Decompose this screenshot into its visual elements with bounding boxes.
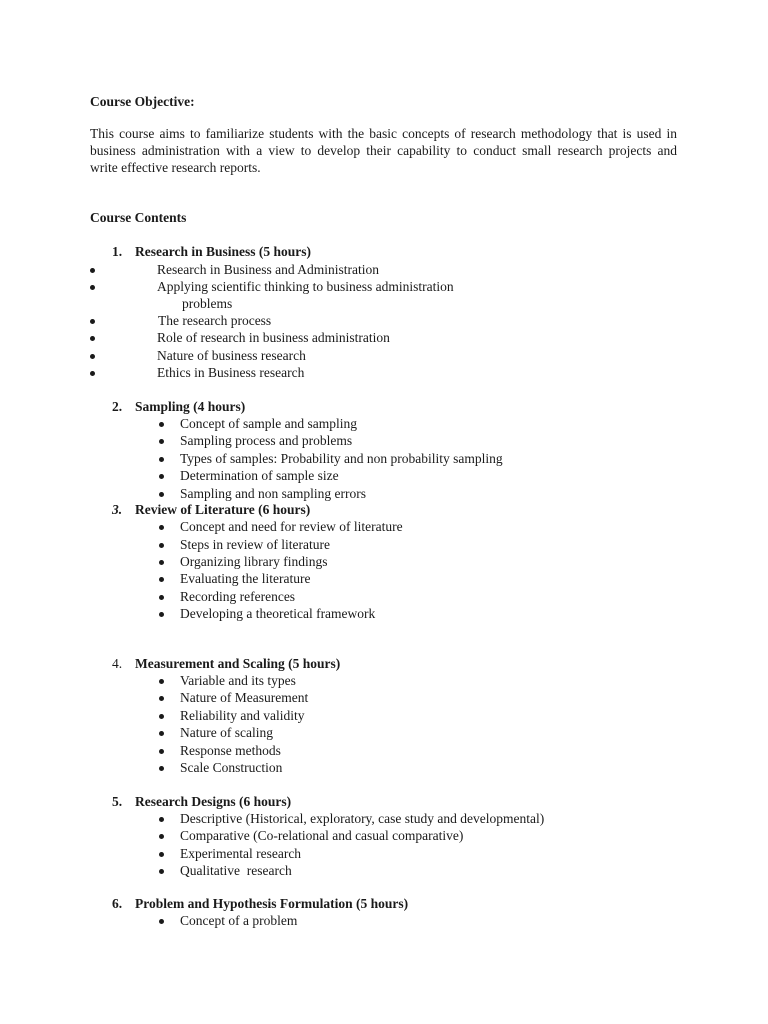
list-item: Developing a theoretical framework: [180, 606, 376, 621]
bullet-icon: [159, 679, 164, 684]
bullet-icon: [159, 852, 164, 857]
bullet-icon: [159, 612, 164, 617]
list-item: Experimental research: [180, 846, 302, 861]
bullet-icon: [159, 457, 164, 462]
bullet-icon: [90, 285, 95, 290]
list-item: Reliability and validity: [180, 708, 305, 723]
list-item: Organizing library findings: [180, 554, 328, 569]
list-item: Evaluating the literature: [180, 571, 311, 586]
list-item: Role of research in business administration: [157, 330, 390, 345]
bullet-icon: [159, 731, 164, 736]
bullet-icon: [159, 543, 164, 548]
list-item: Response methods: [180, 743, 281, 758]
section-title: Sampling (4 hours): [135, 399, 246, 414]
course-objective-paragraph: [90, 125, 677, 176]
objective-line: write effective research reports.: [90, 160, 261, 175]
list-item-continuation: problems: [182, 296, 233, 311]
bullet-icon: [90, 319, 95, 324]
bullet-icon: [159, 696, 164, 701]
list-item: The research process: [158, 313, 272, 328]
bullet-icon: [159, 834, 164, 839]
section-number: 4.: [112, 656, 123, 671]
list-item: Sampling and non sampling errors: [180, 486, 366, 501]
list-item: Nature of scaling: [180, 725, 273, 740]
bullet-icon: [159, 919, 164, 924]
bullet-icon: [159, 749, 164, 754]
bullet-icon: [159, 766, 164, 771]
course-objective-heading: Course Objective:: [90, 94, 195, 109]
list-item: Applying scientific thinking to business administration: [157, 279, 454, 294]
list-item: Steps in review of literature: [180, 537, 330, 552]
bullet-icon: [159, 714, 164, 719]
bullet-icon: [90, 336, 95, 341]
bullet-icon: [90, 371, 95, 376]
section-title: Review of Literature (6 hours): [135, 502, 311, 517]
section-title: Measurement and Scaling (5 hours): [135, 656, 341, 671]
bullet-icon: [159, 595, 164, 600]
list-item: Descriptive (Historical, exploratory, case study and developmental): [180, 811, 545, 826]
list-item: Scale Construction: [180, 760, 283, 775]
list-item: Types of samples: Probability and non probability sampling: [180, 451, 503, 466]
section-number: 3.: [112, 502, 123, 517]
list-item: Qualitative research: [180, 863, 292, 878]
list-item: Comparative (Co-relational and casual comparative): [180, 828, 464, 843]
list-item: Concept and need for review of literature: [180, 519, 403, 534]
list-item: Research in Business and Administration: [157, 262, 379, 277]
bullet-icon: [159, 869, 164, 874]
objective-line: business administration with a view to develop their capability to conduct small research projects and: [90, 143, 677, 158]
bullet-icon: [90, 354, 95, 359]
bullet-icon: [159, 422, 164, 427]
course-contents-heading: Course Contents: [90, 210, 187, 225]
bullet-icon: [90, 268, 95, 273]
bullet-icon: [159, 577, 164, 582]
bullet-icon: [159, 525, 164, 530]
section-number: 1.: [112, 244, 123, 259]
section-title: Research Designs (6 hours): [135, 794, 292, 809]
bullet-icon: [159, 492, 164, 497]
list-item: Ethics in Business research: [157, 365, 305, 380]
bullet-icon: [159, 560, 164, 565]
list-item: Recording references: [180, 589, 296, 604]
bullet-icon: [159, 474, 164, 479]
bullet-icon: [159, 439, 164, 444]
list-item: Sampling process and problems: [180, 433, 353, 448]
list-item: Nature of business research: [157, 348, 306, 363]
list-item: Determination of sample size: [180, 468, 339, 483]
list-item: Concept of sample and sampling: [180, 416, 357, 431]
section-number: 5.: [112, 794, 123, 809]
bullet-icon: [159, 817, 164, 822]
objective-line: This course aims to familiarize students with the basic concepts of research methodology that is used in: [90, 126, 677, 141]
list-item: Nature of Measurement: [180, 690, 309, 705]
list-item: Concept of a problem: [180, 913, 298, 928]
list-item: Variable and its types: [180, 673, 296, 688]
section-title: Problem and Hypothesis Formulation (5 hours): [135, 896, 409, 911]
section-number: 6.: [112, 896, 123, 911]
section-title: Research in Business (5 hours): [135, 244, 312, 259]
section-number: 2.: [112, 399, 123, 414]
